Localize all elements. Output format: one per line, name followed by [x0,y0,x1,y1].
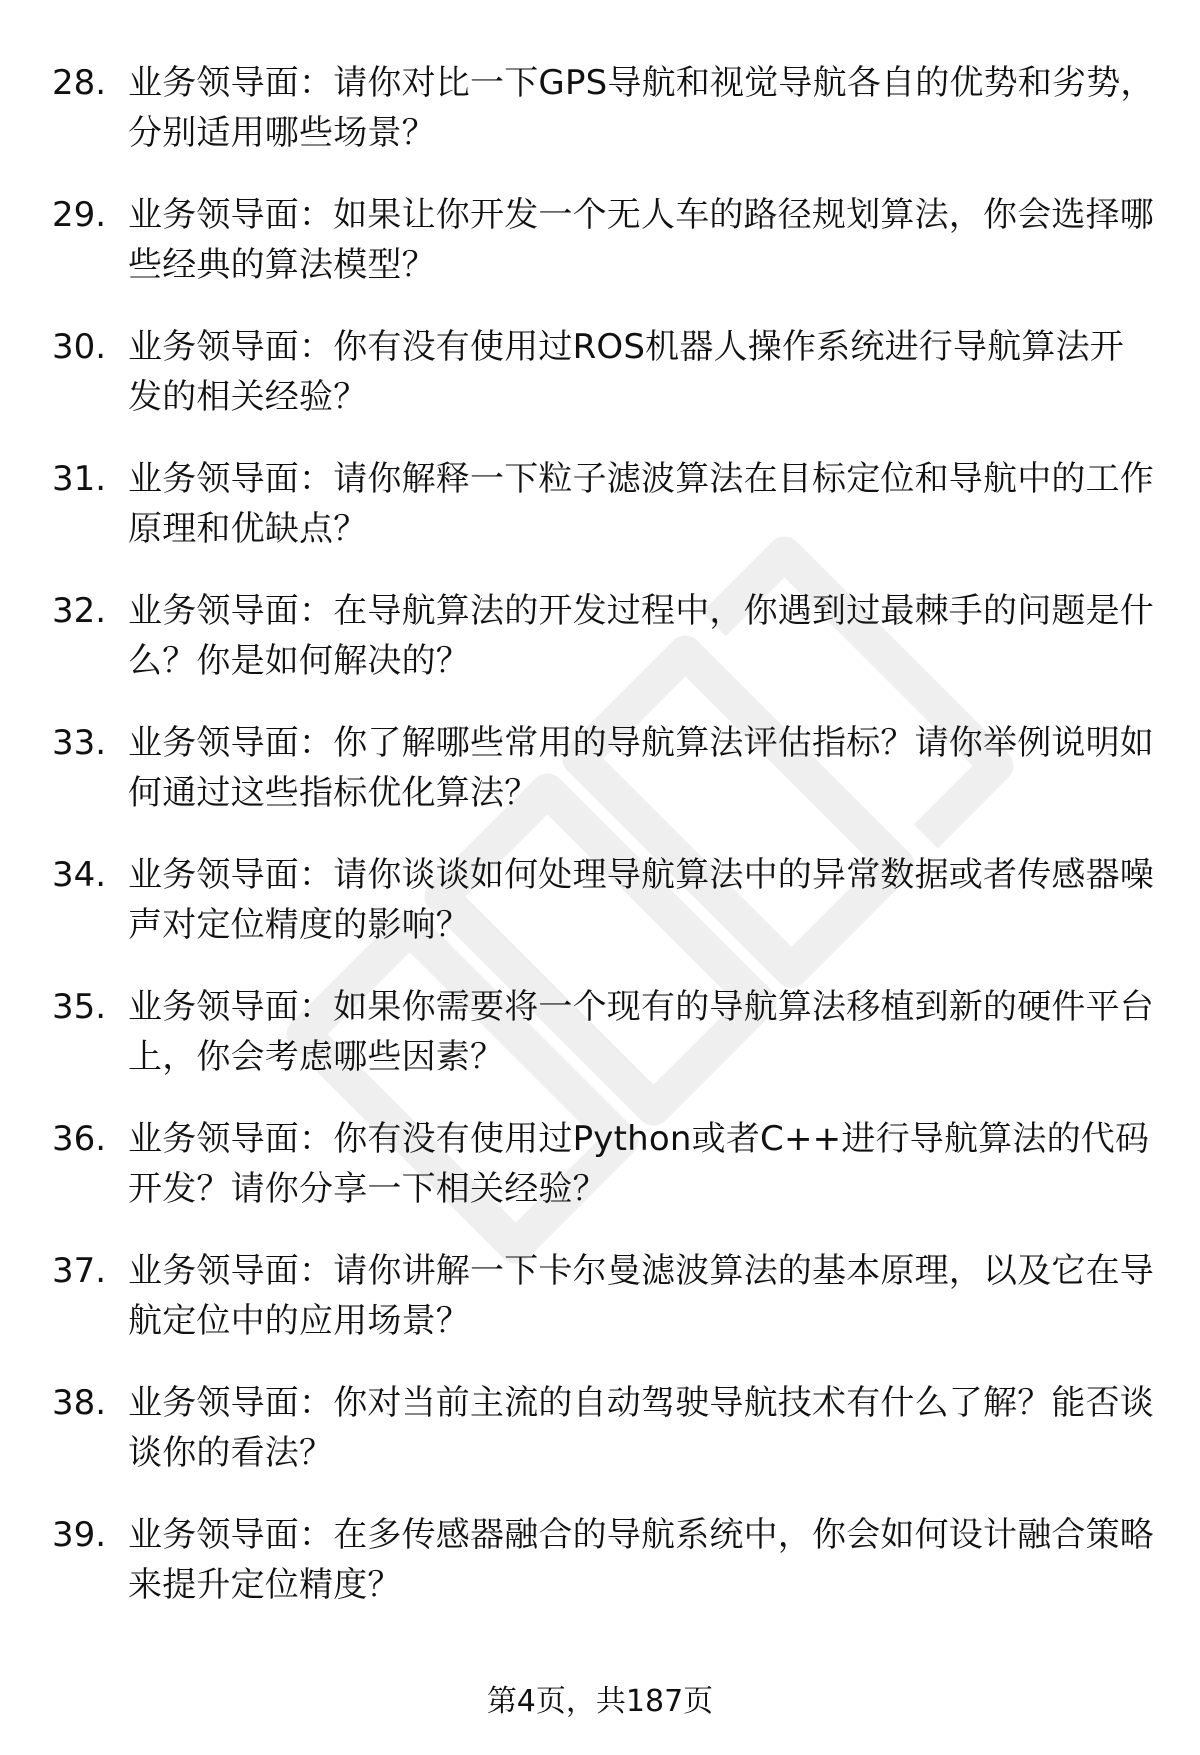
question-item [52,58,1162,190]
question-number: 39. [52,1515,107,1555]
question-item [52,1510,1162,1642]
question-item [52,982,1162,1114]
question-text: 业务领导面：你有没有使用过ROS机器人操作系统进行导航算法开发的相关经验？ [128,327,1124,417]
question-item [52,322,1162,454]
question-list [52,58,1162,1642]
question-text: 业务领导面：在多传感器融合的导航系统中，你会如何设计融合策略来提升定位精度？ [128,1515,1154,1605]
question-text: 业务领导面：请你讲解一下卡尔曼滤波算法的基本原理，以及它在导航定位中的应用场景？ [128,1251,1154,1341]
question-text: 业务领导面：在导航算法的开发过程中，你遇到过最棘手的问题是什么？你是如何解决的？ [128,591,1154,681]
question-number: 37. [52,1251,107,1291]
question-item [52,850,1162,982]
question-number: 35. [52,987,107,1027]
question-text: 业务领导面：请你解释一下粒子滤波算法在目标定位和导航中的工作原理和优缺点？ [128,459,1154,549]
question-number: 30. [52,327,107,367]
question-number: 31. [52,459,107,499]
question-item [52,454,1162,586]
question-text: 业务领导面：你了解哪些常用的导航算法评估指标？请你举例说明如何通过这些指标优化算法？ [128,723,1154,813]
question-number: 28. [52,63,107,103]
question-item [52,1114,1162,1246]
question-text: 业务领导面：请你谈谈如何处理导航算法中的异常数据或者传感器噪声对定位精度的影响？ [128,855,1154,945]
question-number: 29. [52,195,107,235]
question-number: 33. [52,723,107,763]
question-number: 34. [52,855,107,895]
question-item [52,586,1162,718]
question-item [52,1246,1162,1378]
question-number: 32. [52,591,107,631]
question-number: 36. [52,1119,107,1159]
page-footer: 第4页，共187页 [486,1684,714,1719]
question-item [52,1378,1162,1510]
question-text: 业务领导面：你对当前主流的自动驾驶导航技术有什么了解？能否谈谈你的看法？ [128,1383,1154,1473]
question-number: 38. [52,1383,107,1423]
question-text: 业务领导面：如果让你开发一个无人车的路径规划算法，你会选择哪些经典的算法模型？ [128,195,1154,285]
question-text: 业务领导面：请你对比一下GPS导航和视觉导航各自的优势和劣势，分别适用哪些场景？ [128,63,1155,153]
question-text: 业务领导面：如果你需要将一个现有的导航算法移植到新的硬件平台上，你会考虑哪些因素？ [128,987,1154,1077]
question-item [52,190,1162,322]
question-text: 业务领导面：你有没有使用过Python或者C++进行导航算法的代码开发？请你分享一下相关经验？ [128,1119,1150,1209]
question-item [52,718,1162,850]
